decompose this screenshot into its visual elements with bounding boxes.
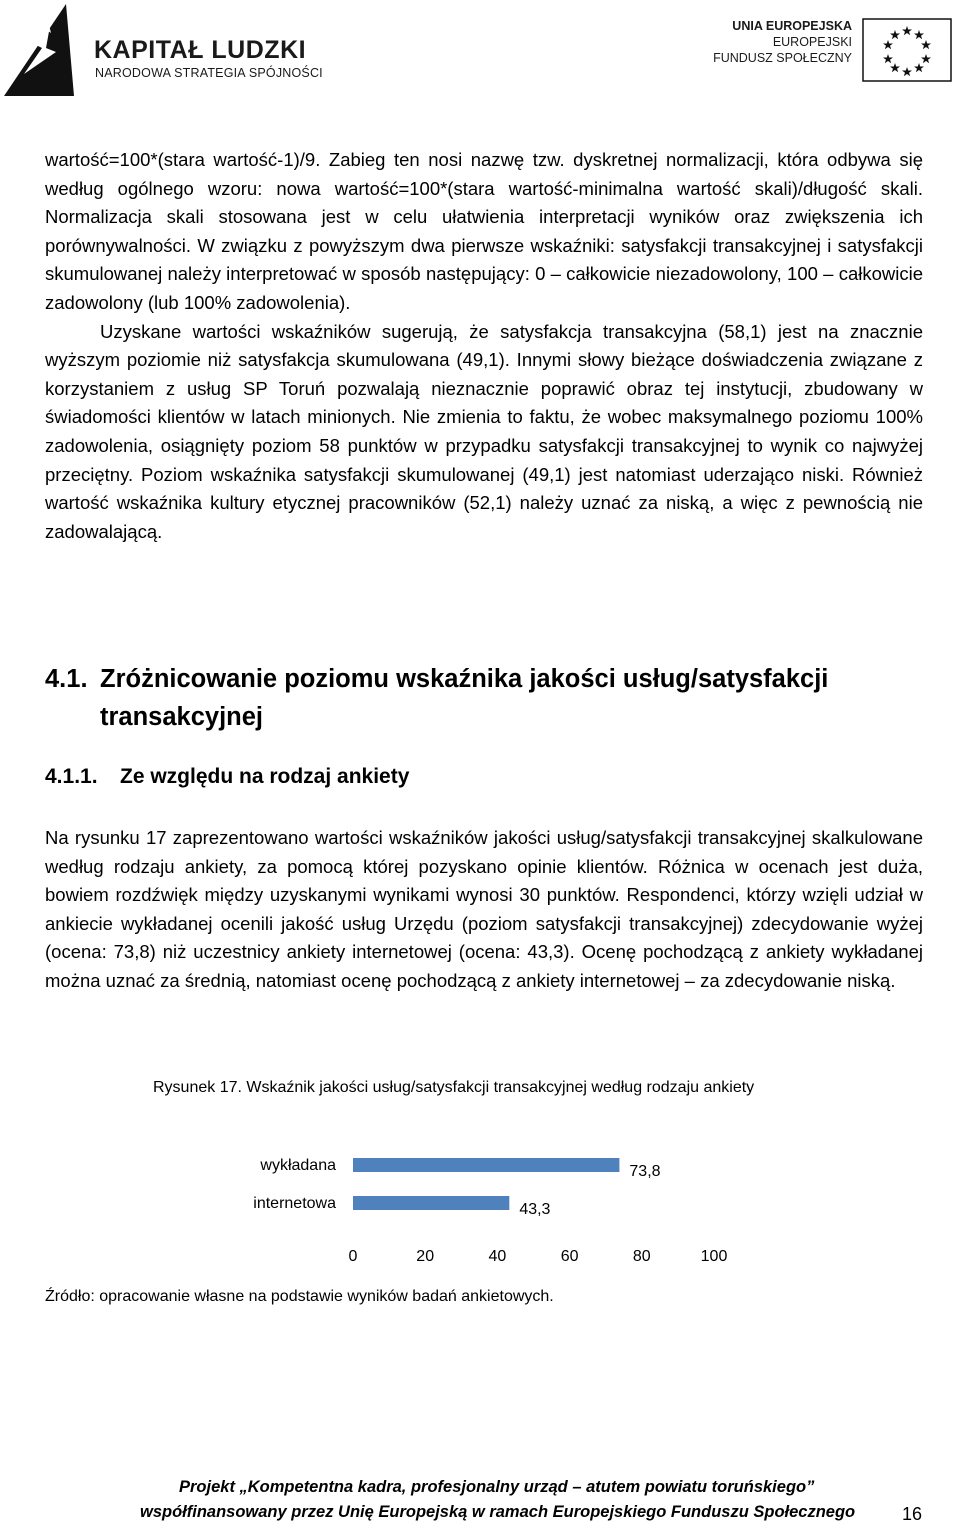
kapital-ludzki-logo bbox=[4, 4, 323, 96]
eu-line1: UNIA EUROPEJSKA bbox=[732, 19, 852, 33]
value-label-1: 43,3 bbox=[519, 1201, 551, 1218]
source-note: Źródło: opracowanie własne na podstawie wyników badań ankietowych. bbox=[45, 1288, 554, 1305]
page-number: 16 bbox=[902, 1504, 923, 1524]
body-section-top bbox=[45, 146, 923, 546]
paragraph-figure-description: Na rysunku 17 zaprezentowano wartości wskaźników jakości usług/satysfakcji transakcyjnej skalkulowane według rodzaju ankiety, za pomocą której pozyskano opinie klientów. Różnica w ocenach jest duża, bowiem rozdźwięk między uzyskanymi wynikami wynosi 30 punktów. Respondenci, którzy wzięli udział w ankiecie wykładanej ocenili jakość usług Urzędu (poziom satysfakcji transakcyjnej) zdecydowanie wyżej (ocena: 73,8) niż uczestnicy ankiety internetowej (ocena: 43,3). Ocenę pochodzącą z ankiety wykładanej można uznać za średnią, natomiast ocenę pochodzącą z ankiety internetowej – za zdecydowanie niską. bbox=[45, 827, 923, 991]
section-heading-4-1 bbox=[45, 660, 925, 736]
page-header bbox=[0, 0, 960, 105]
footer-line1: Projekt „Kompetentna kadra, profesjonalny urząd – atutem powiatu toruńskiego” bbox=[179, 1478, 815, 1496]
eu-logo bbox=[713, 18, 952, 84]
kapital-ludzki-emblem-icon bbox=[4, 4, 74, 96]
category-label-1: internetowa bbox=[253, 1195, 336, 1212]
kapital-ludzki-subtitle: NARODOWA STRATEGIA SPÓJNOŚCI bbox=[95, 66, 323, 80]
footer-line2: współfinansowany przez Unię Europejską w ramach Europejskiego Funduszu Społecznego bbox=[140, 1503, 856, 1521]
tick-label-5: 100 bbox=[700, 1248, 728, 1265]
subheading-text: Ze względu na rodzaj ankiety bbox=[120, 765, 410, 788]
section-heading-4-1-1 bbox=[45, 765, 409, 789]
bar-chart bbox=[0, 1140, 960, 1280]
bar-0 bbox=[353, 1158, 619, 1172]
tick-label-3: 60 bbox=[560, 1248, 579, 1265]
tick-label-0: 0 bbox=[348, 1248, 358, 1265]
tick-label-2: 40 bbox=[488, 1248, 507, 1265]
kapital-ludzki-title: KAPITAŁ LUDZKI bbox=[94, 36, 307, 64]
eu-line3: FUNDUSZ SPOŁECZNY bbox=[713, 51, 852, 65]
eu-line2: EUROPEJSKI bbox=[772, 35, 852, 49]
bar-1 bbox=[353, 1196, 509, 1210]
paragraph-results: Uzyskane wartości wskaźników sugerują, że satysfakcja transakcyjna (58,1) jest na znacznie wyższym poziomie niż satysfakcja skumulowana (49,1). Innymi słowy bieżące doświadczenia związane z korzystaniem z usług SP Toruń pozwalają nieznacznie poprawić obraz tej instytucji, zbudowany w świadomości klientów w latach minionych. Nie zmienia to faktu, że wobec maksymalnego poziomu 100% zadowolenia, osiągnięty poziom 58 punktów w przypadku satysfakcji transakcyjnej to wynik co najwyżej przeciętny. Poziom wskaźnika satysfakcji skumulowanej (49,1) jest natomiast uderzająco niski. Również wartość wskaźnika kultury etycznej pracowników (52,1) należy uznać za niską, a więc z pewnością nie zadowalającą. bbox=[45, 320, 923, 542]
eu-flag-icon bbox=[862, 18, 952, 82]
figure-caption: Rysunek 17. Wskaźnik jakości usług/satysfakcji transakcyjnej według rodzaju ankiety bbox=[153, 1079, 755, 1096]
heading-text-cont: transakcyjnej bbox=[100, 703, 264, 731]
heading-number: 4.1. bbox=[45, 665, 88, 693]
heading-text: Zróżnicowanie poziomu wskaźnika jakości usług/satysfakcji bbox=[100, 665, 829, 693]
tick-label-4: 80 bbox=[632, 1248, 651, 1265]
paragraph-normalization: wartość=100*(stara wartość-1)/9. Zabieg ten nosi nazwę tzw. dyskretnej normalizacji, która odbywa się według ogólnego wzoru: nowa wartość=100*(stara wartość-minimalna wartość skali)/długość skali. Normalizacja skali stosowana jest w celu ułatwienia interpretacji wyników oraz zwiększenia ich porównywalności. W związku z powyższym dwa pierwsze wskaźniki: satysfakcji transakcyjnej i satysfakcji skumulowanej należy interpretować w sposób następujący: 0 – całkowicie niezadowolony, 100 – całkowicie zadowolony (lub 100% zadowolenia). bbox=[45, 149, 923, 313]
eu-logo-text bbox=[713, 18, 852, 66]
category-label-0: wykładana bbox=[260, 1157, 336, 1174]
subheading-number: 4.1.1. bbox=[45, 765, 98, 788]
tick-label-1: 20 bbox=[416, 1248, 435, 1265]
body-section-figure-intro bbox=[45, 824, 923, 996]
value-label-0: 73,8 bbox=[629, 1163, 661, 1180]
